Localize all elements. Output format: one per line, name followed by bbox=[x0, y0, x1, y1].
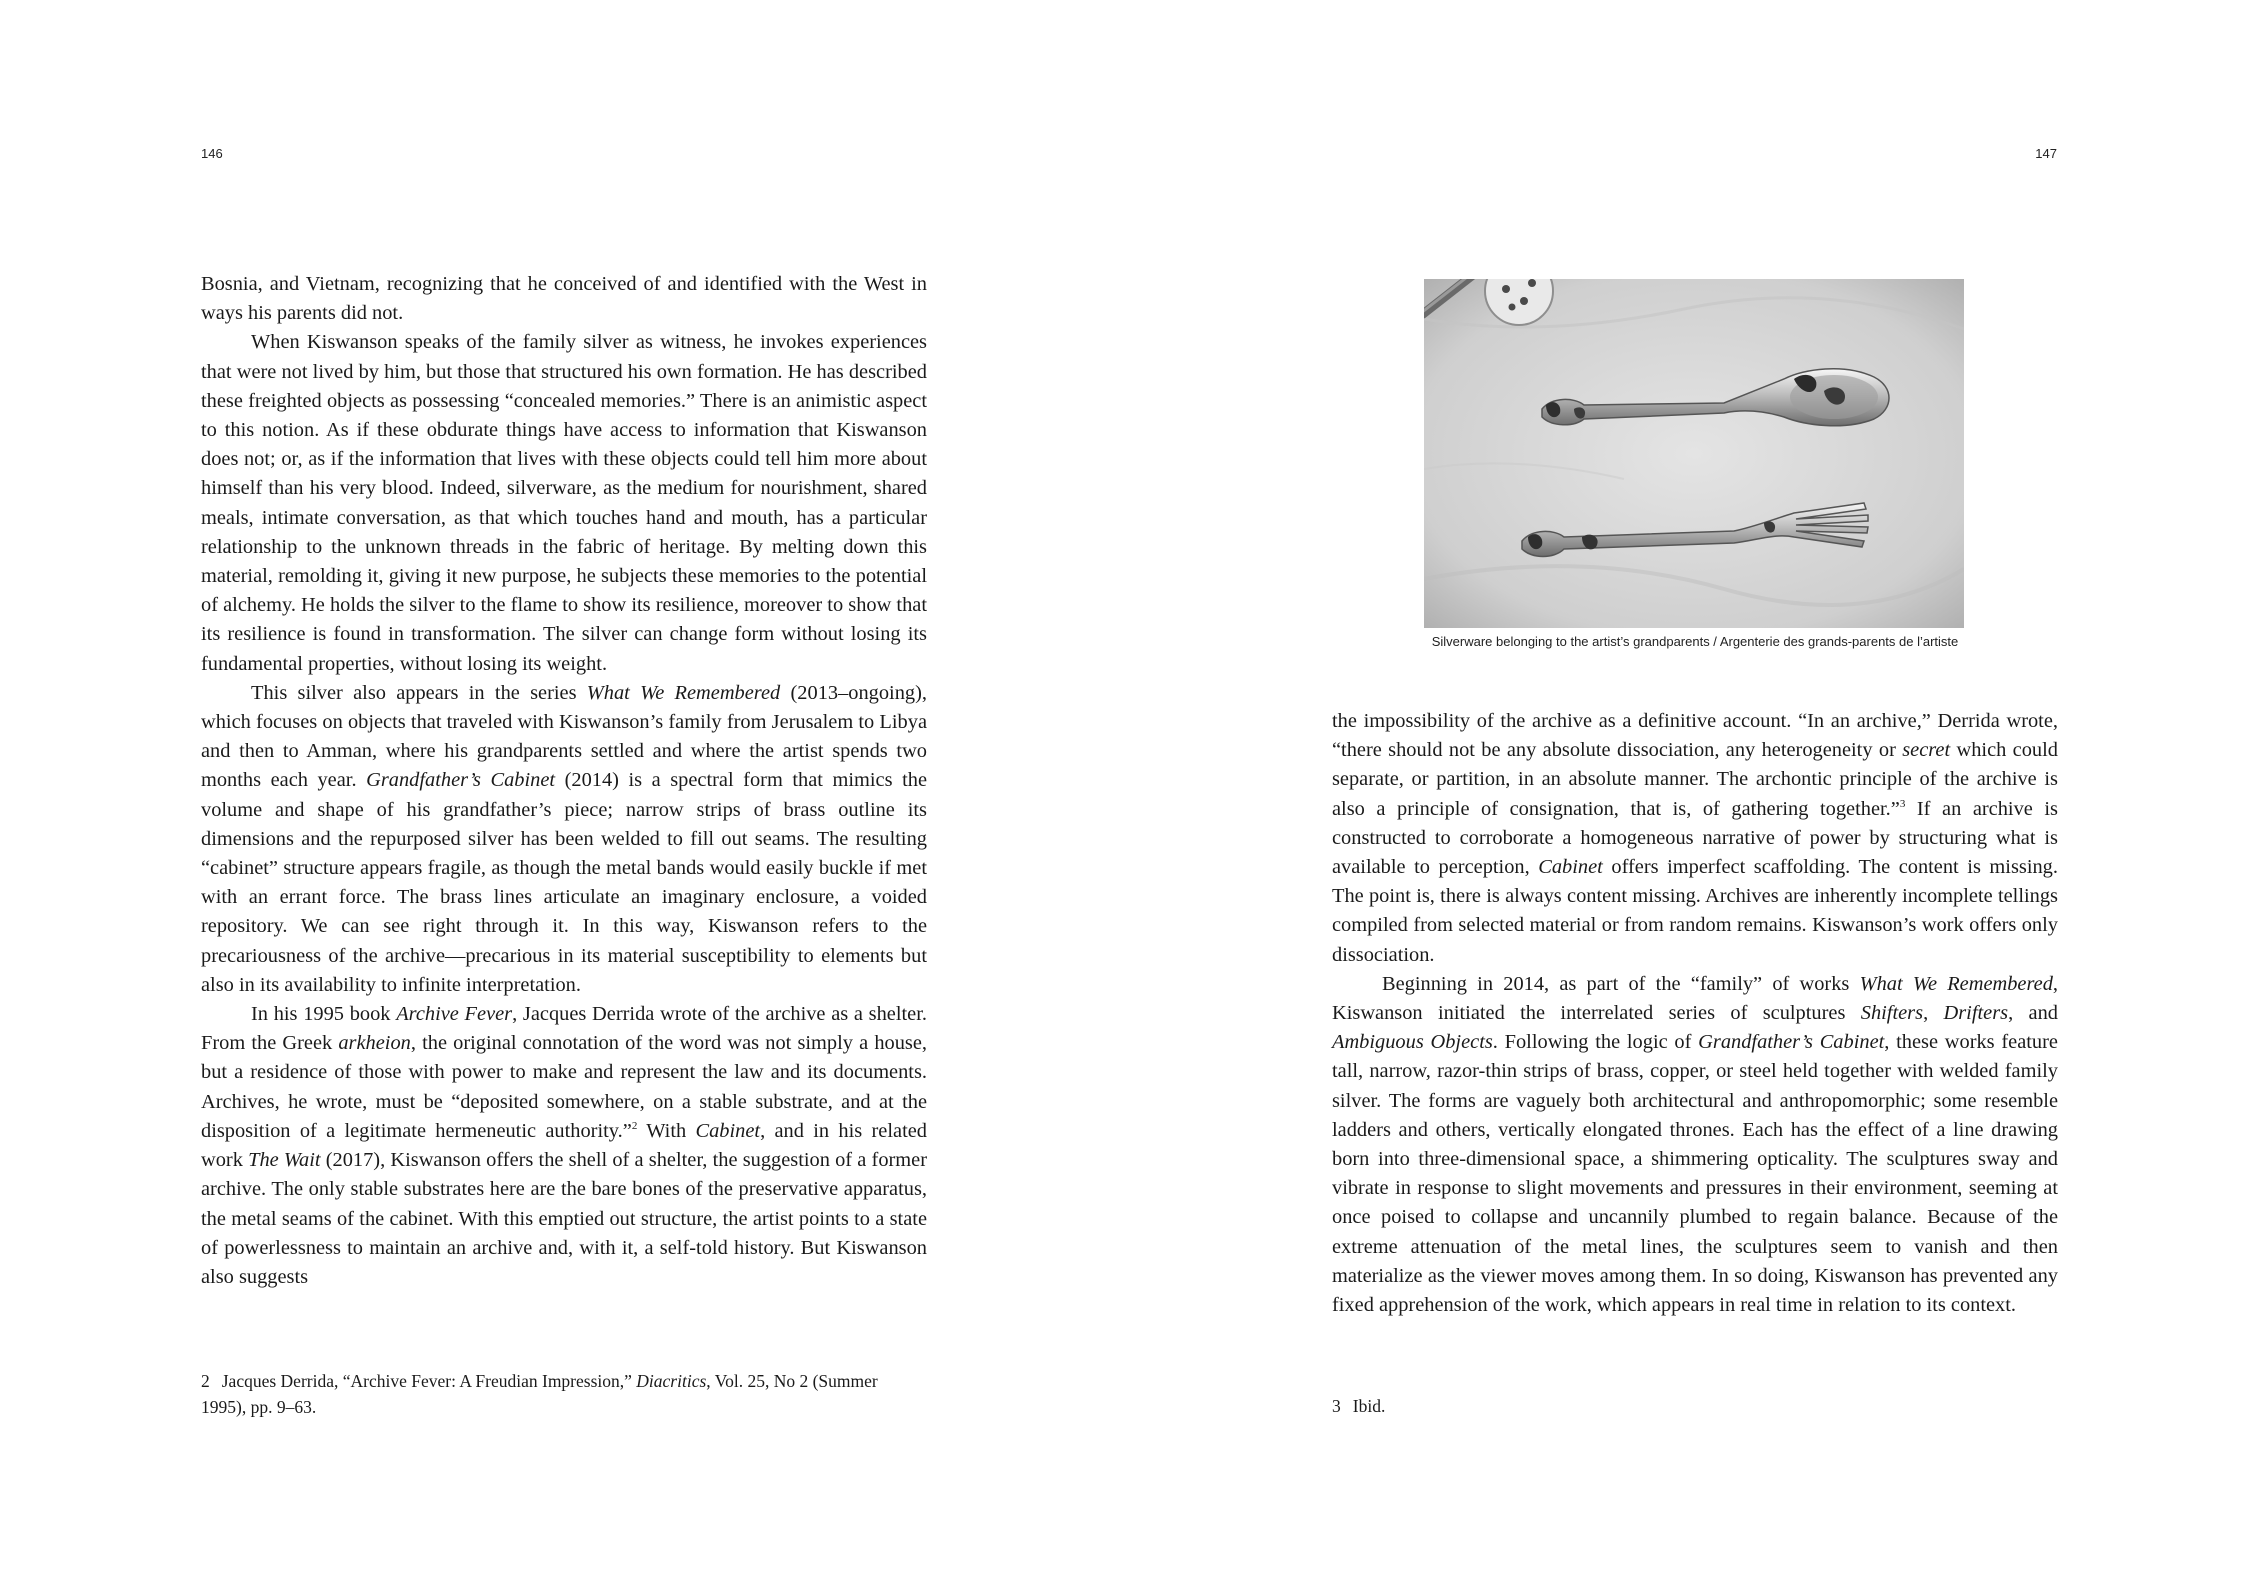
text-run: In his 1995 book bbox=[251, 1003, 397, 1026]
text-run: . Following the logic of bbox=[1492, 1031, 1699, 1054]
right-page bbox=[1122, 0, 2244, 1594]
page-number-right: 147 bbox=[2035, 146, 2057, 161]
page-number-left: 146 bbox=[201, 146, 223, 161]
paragraph bbox=[201, 270, 927, 328]
italic-title: Grandfather’s Cabinet bbox=[366, 769, 556, 792]
italic-title: Archive Fever bbox=[396, 1003, 513, 1026]
italic-title: secret bbox=[1902, 739, 1951, 762]
italic-title: Diacritics bbox=[636, 1371, 707, 1391]
italic-title: Ambiguous Objects bbox=[1332, 1031, 1493, 1054]
text-run: , Vol. 25, No 2 (Summer 1995), pp. 9–63. bbox=[201, 1371, 878, 1417]
italic-title: The Wait bbox=[248, 1149, 321, 1172]
footnote-left bbox=[201, 1368, 927, 1420]
paragraph bbox=[1332, 970, 2058, 1320]
italic-title: Shifters bbox=[1860, 1002, 1924, 1025]
text-run: , and in his related work bbox=[201, 1119, 927, 1172]
footnote-marker: 3 bbox=[1899, 797, 1906, 810]
text-run: , Jacques Derrida wrote of the archive as a shelter. From the Greek bbox=[201, 1003, 927, 1055]
text-run: If an archive is constructed to corroborate a homogeneous narrative of power by structuring what is available to perception, bbox=[1332, 797, 2058, 879]
text-run: (2014) is a spectral form that mimics the volume and shape of his grandfather’s piece; narrow strips of brass outline its dimensions and the repurposed silver has been welded to fill out seams. The resulting “cabinet” structure appears fragile, as though the metal bands would easily buckle if met with an errant force. The brass lines articulate an imaginary enclosure, a voided repository. We can see right through it. In this way, Kiswanson refers to the precariousness of the archive—precarious in its material susceptibility to elements but also in its availability to infinite interpretation. bbox=[201, 769, 927, 996]
text-run: When Kiswanson speaks of the family silver as witness, he invokes experiences that were not lived by him, but those that structured his own formation. He has described these freighted objects as possessing “concealed memories.” There is an animistic aspect to this notion. As if these obdurate things have access to information that Kiswanson does not; or, as if the information that lives with these objects could tell him more about himself than his very blood. Indeed, silverware, as the medium for nourishment, shared meals, intimate conversation, as that which touches hand and mouth, has a particular relationship to the unknown threads in the fabric of heritage. By melting down this material, remolding it, giving it new purpose, he subjects these memories to the potential of alchemy. He holds the silver to the flame to show its resilience, moreover to show that its resilience is found in transformation. The silver can change form without losing its fundamental properties, without losing its weight. bbox=[201, 331, 927, 675]
text-run: , the original connotation of the word was not simply a house, but a residence of those with power to make and represent the law and its documents. Archives, he wrote, must be “deposited somewhere, on a stable substrate, and at the disposition of a legitimate hermeneutic authority.” bbox=[201, 1032, 927, 1142]
text-run: which could separate, or partition, in an absolute manner. The archontic principle of the archive is also a principle of consignation, that is, of gathering together.” bbox=[1332, 739, 2058, 820]
text-run: This silver also appears in the series bbox=[251, 681, 587, 704]
footnote-number: 3 bbox=[1332, 1396, 1341, 1416]
text-run: offers imperfect scaffolding. The content is missing. The point is, there is always content missing. Archives are inherently incomplete tellings compiled from selected material or from random remains. Kiswanson’s work offers only dissociation. bbox=[1332, 856, 2058, 966]
body-text-left bbox=[201, 270, 927, 1292]
text-run: , and bbox=[2008, 1002, 2058, 1025]
paragraph bbox=[1332, 707, 2058, 970]
italic-title: What We Remembered bbox=[586, 681, 781, 704]
italic-title: What We Remembered bbox=[1859, 972, 2053, 995]
figure-caption: Silverware belonging to the artist’s grandparents / Argenterie des grands-parents de l’artiste bbox=[1431, 634, 1959, 649]
footnote-right bbox=[1332, 1393, 2058, 1419]
silverware-photo bbox=[1424, 279, 1964, 628]
footnote-marker: 2 bbox=[631, 1119, 638, 1132]
text-run: , bbox=[1923, 1002, 1944, 1025]
paragraph bbox=[201, 328, 927, 678]
italic-title: Drifters bbox=[1943, 1002, 2009, 1025]
text-run: Beginning in 2014, as part of the “family” of works bbox=[1382, 972, 1860, 995]
italic-title: Cabinet bbox=[695, 1119, 761, 1142]
body-text-right bbox=[1332, 707, 2058, 1320]
text-run: (2013–ongoing), which focuses on objects that traveled with Kiswanson’s family from Jerusalem to Libya and then to Amman, where his grandparents settled and where the artist spends two months each year. bbox=[201, 681, 928, 792]
paragraph bbox=[201, 1000, 927, 1292]
footnote-text bbox=[201, 1371, 878, 1417]
paragraph bbox=[201, 679, 927, 1000]
text-run: , Kiswanson initiated the interrelated series of sculptures bbox=[1332, 972, 2058, 1025]
text-run: the impossibility of the archive as a definitive account. “In an archive,” Derrida wrote, “there should not be any absolute dissociation, any heterogeneity or bbox=[1332, 710, 2058, 762]
text-run: , these works feature tall, narrow, razor-thin strips of brass, copper, or steel held together with welded family silver. The forms are vaguely both architectural and anthropomorphic; some resemble ladders and others, vertically elongated thrones. Each has the effect of a line drawing born into three-dimensional space, a shimmering opticality. The sculptures sway and vibrate in response to slight movements and pressures in their environment, seeming at once poised to collapse and uncannily plumbed to regain balance. Because of the extreme attenuation of the metal lines, the sculptures seem to vanish and then materialize as the viewer moves among them. In so doing, Kiswanson has prevented any fixed apprehension of the work, which appears in real time in relation to its context. bbox=[1332, 1031, 2058, 1317]
footnote-number: 2 bbox=[201, 1371, 210, 1391]
italic-title: arkheion bbox=[338, 1032, 411, 1055]
italic-title: Grandfather’s Cabinet bbox=[1698, 1031, 1885, 1054]
text-run: Jacques Derrida, “Archive Fever: A Freudian Impression,” bbox=[221, 1371, 637, 1391]
text-run: (2017), Kiswanson offers the shell of a shelter, the suggestion of a former archive. The only stable substrates here are the bare bones of the preservative apparatus, the metal seams of the cabinet. With this emptied out structure, the artist points to a state of powerlessness to maintain an archive and, with it, a self-told history. But Kiswanson also suggests bbox=[201, 1149, 927, 1288]
italic-title: Cabinet bbox=[1538, 856, 1603, 879]
text-run: Ibid. bbox=[1352, 1396, 1386, 1416]
text-run: Bosnia, and Vietnam, recognizing that he conceived of and identified with the West in ways his parents did not. bbox=[201, 273, 927, 325]
footnote-text bbox=[1353, 1396, 1386, 1416]
text-run: With bbox=[637, 1119, 696, 1142]
